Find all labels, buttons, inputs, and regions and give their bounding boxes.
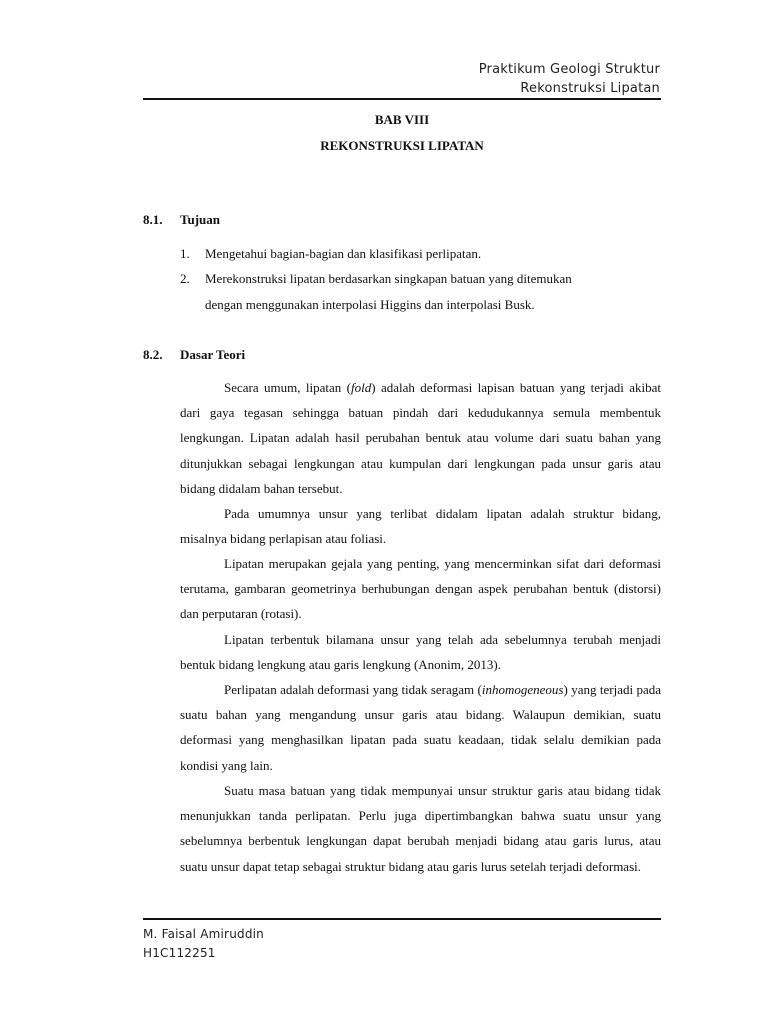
paragraph: Pada umumnya unsur yang terlibat didalam lipatan adalah struktur bidang, misalnya bidang perlapisan atau foliasi. [180, 506, 661, 547]
section-title: Tujuan [180, 212, 220, 227]
chapter-title: REKONSTRUKSI LIPATAN [320, 138, 484, 153]
list-item-number: 2. [180, 271, 190, 286]
section-title: Dasar Teori [180, 347, 246, 362]
list-item-text: Mengetahui bagian-bagian dan klasifikasi perlipatan. [205, 246, 482, 261]
paragraph: Secara umum, lipatan (fold) adalah deformasi lapisan batuan yang terjadi akibat dari gaya tegasan sehingga batuan pindah dari kedudukannya semula membentuk lengkungan. Lipatan adalah hasil perubahan bentuk atau volume dari suatu bahan yang ditunjukkan sebagai lengkungan atau kumpulan dari lengkungan pada unsur garis atau bidang didalam bahan tersebut. [180, 380, 661, 496]
footer-author: M. Faisal Amiruddin [143, 927, 264, 941]
section-number: 8.1. [143, 212, 163, 227]
footer-rule [143, 918, 661, 920]
paragraph: Suatu masa batuan yang tidak mempunyai unsur struktur garis atau bidang tidak menunjukkan tanda perlipatan. Perlu juga dipertimbangkan bahwa suatu unsur yang sebelumnya berbentuk lengkungan dapat berubah menjadi bidang atau garis lurus, atau suatu unsur dapat tetap sebagai struktur bidang atau garis lurus setelah terjadi deformasi. [180, 783, 661, 874]
chapter-label: BAB VIII [374, 112, 430, 127]
paragraph: Lipatan terbentuk bilamana unsur yang telah ada sebelumnya terubah menjadi bentuk bidang lengkung atau garis lengkung (Anonim, 2013). [180, 632, 661, 673]
footer-student-id: H1C112251 [143, 946, 216, 960]
header-rule [143, 98, 661, 100]
paragraph: Perlipatan adalah deformasi yang tidak seragam (inhomogeneous) yang terjadi pada suatu bahan yang mengandung unsur garis atau bidang. Walaupun demikian, suatu deformasi yang menghasilkan lipatan pada suatu keadaan, tidak selalu demikian pada kondisi yang lain. [180, 682, 662, 773]
list-item-text: Merekonstruksi lipatan berdasarkan singkapan batuan yang ditemukan [205, 271, 572, 286]
list-item-text-continued: dengan menggunakan interpolasi Higgins dan interpolasi Busk. [205, 297, 535, 312]
header-topic: Rekonstruksi Lipatan [520, 81, 660, 96]
header-course: Praktikum Geologi Struktur [478, 62, 660, 77]
paragraph: Lipatan merupakan gejala yang penting, yang mencerminkan sifat dari deformasi terutama, gambaran geometrinya berhubungan dengan aspek perubahan bentuk (distorsi) dan perputaran (rotasi). [180, 556, 661, 622]
list-item-number: 1. [180, 246, 190, 261]
section-number: 8.2. [143, 347, 163, 362]
